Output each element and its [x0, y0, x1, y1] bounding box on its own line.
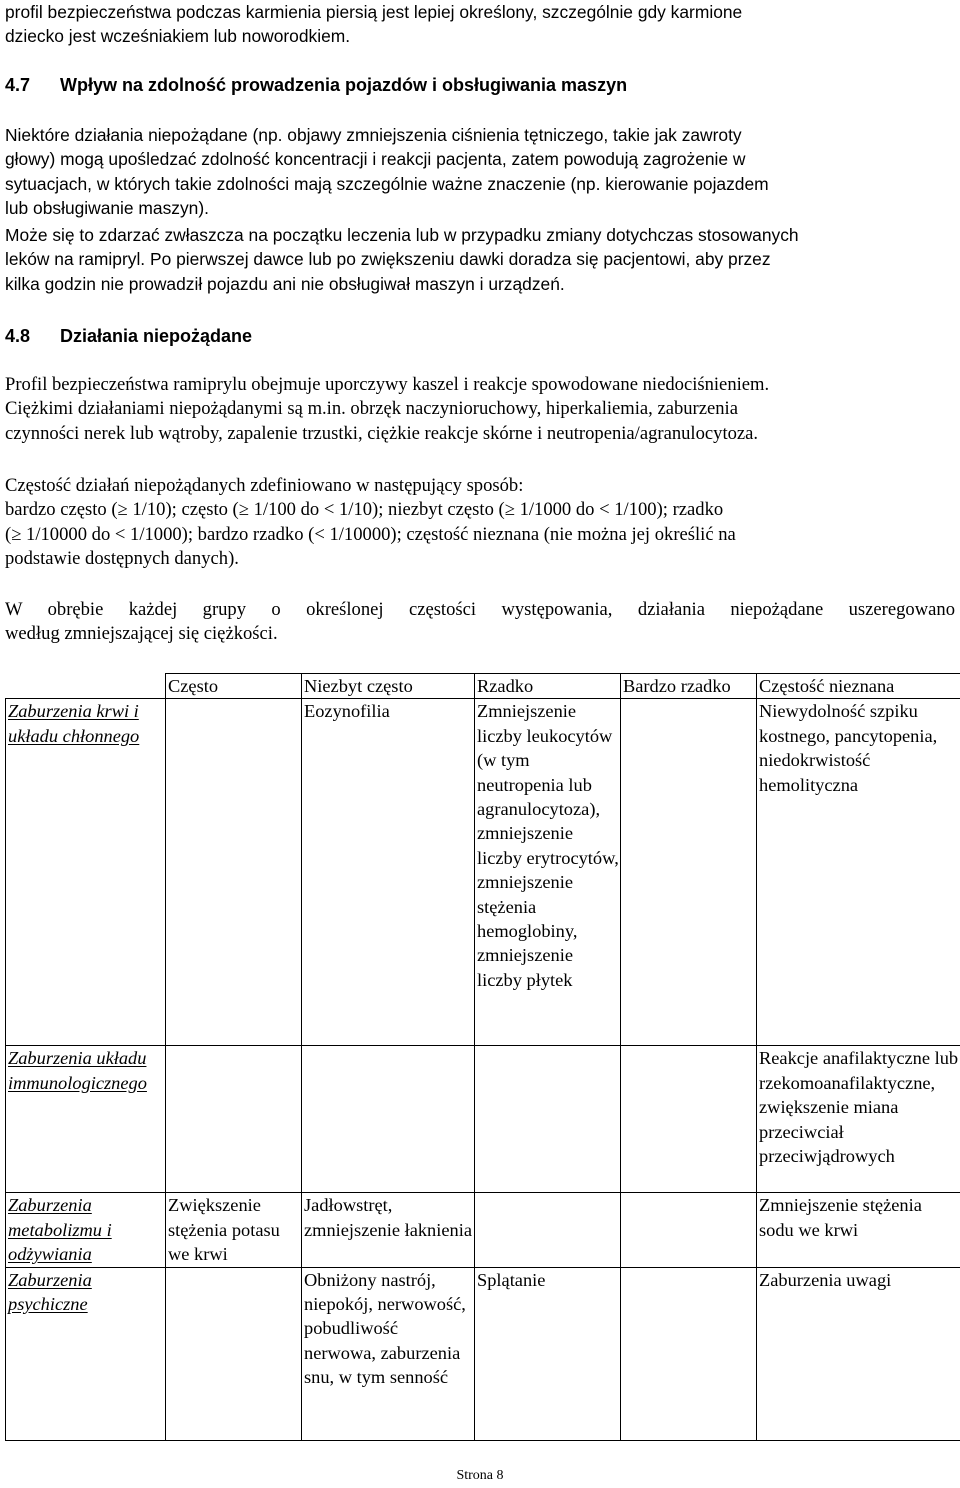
text-line: czynności nerek lub wątroby, zapalenie trzustki, ciężkie reakcje skórne i neutropenia/agranulocytoza. — [5, 422, 955, 446]
section-4-8-paragraph-1 — [5, 373, 955, 446]
text-line: profil bezpieczeństwa podczas karmienia piersią jest lepiej określony, szczególnie gdy karmione — [5, 0, 955, 24]
table-cell — [302, 1046, 475, 1193]
table-header-cell: Często — [166, 674, 302, 699]
table-row — [6, 1267, 960, 1440]
table-cell: Obniżony nastrój, niepokój, nerwowość, pobudliwość nerwowa, zaburzenia snu, w tym senność — [302, 1267, 475, 1440]
text-line: Profil bezpieczeństwa ramiprylu obejmuje uporczywy kaszel i reakcje spowodowane niedociśnieniem. — [5, 373, 955, 397]
section-4-7-paragraph-1 — [5, 123, 955, 221]
table-cell: Niewydolność szpiku kostnego, pancytopenia, niedokrwistość hemolityczna — [757, 699, 960, 1046]
table-cell — [621, 699, 757, 1046]
table-cell: Zaburzenia uwagi — [757, 1267, 960, 1440]
text-line: głowy) mogą upośledzać zdolność koncentracji i reakcji pacjenta, zatem powodują zagrożenie w — [5, 147, 955, 171]
text-line: według zmniejszającej się ciężkości. — [5, 622, 955, 646]
text-line: Może się to zdarzać zwłaszcza na początku leczenia lub w przypadku zmiany dotychczas stosowanych — [5, 223, 955, 247]
table-cell — [475, 1193, 621, 1267]
organ-class-cell: Zaburzenia krwi i układu chłonnego — [6, 699, 166, 1046]
table-header-cell — [6, 674, 166, 699]
section-title: Wpływ na zdolność prowadzenia pojazdów i obsługiwania maszyn — [60, 75, 627, 95]
table-cell: Splątanie — [475, 1267, 621, 1440]
section-4-8-frequency-definitions — [5, 474, 955, 572]
text-line: sytuacjach, w których takie zdolności mają szczególnie ważne znaczenie (np. kierowanie pojazdem — [5, 172, 955, 196]
table-header-cell: Bardzo rzadko — [621, 674, 757, 699]
text-line: Niektóre działania niepożądane (np. objawy zmniejszenia ciśnienia tętniczego, takie jak zawroty — [5, 123, 955, 147]
organ-class-cell: Zaburzenia układu immunologicznego — [6, 1046, 166, 1193]
adverse-effects-table — [5, 673, 960, 1441]
table-cell: Reakcje anafilaktyczne lub rzekomoanafilaktyczne, zwiększenie miana przeciwciał przeciwjądrowych — [757, 1046, 960, 1193]
text-line: podstawie dostępnych danych). — [5, 547, 955, 571]
table-header-cell: Niezbyt często — [302, 674, 475, 699]
text-line: (≥ 1/10000 do < 1/1000); bardzo rzadko (< 1/10000); częstość nieznana (nie można jej określić na — [5, 523, 955, 547]
organ-class-cell: Zaburzenia psychiczne — [6, 1267, 166, 1440]
section-number: 4.7 — [5, 73, 60, 97]
text-line: W obrębie każdej grupy o określonej częstości występowania, działania niepożądane uszeregowano — [5, 598, 955, 622]
table-cell: Zwiększenie stężenia potasu we krwi — [166, 1193, 302, 1267]
table-row — [6, 1046, 960, 1193]
section-number: 4.8 — [5, 324, 60, 348]
section-4-8-paragraph-3 — [5, 598, 955, 647]
table-header-row — [6, 674, 960, 699]
intro-paragraph — [5, 0, 955, 49]
table-cell — [621, 1046, 757, 1193]
text-line: Ciężkimi działaniami niepożądanymi są m.in. obrzęk naczynioruchowy, hiperkaliemia, zaburzenia — [5, 397, 955, 421]
table-row — [6, 1193, 960, 1267]
section-4-8-heading — [5, 324, 955, 348]
text-line: kilka godzin nie prowadził pojazdu ani nie obsługiwał maszyn i urządzeń. — [5, 272, 955, 296]
section-title: Działania niepożądane — [60, 326, 252, 346]
page-number-footer: Strona 8 — [0, 1464, 960, 1488]
table-cell: Eozynofilia — [302, 699, 475, 1046]
section-4-7-paragraph-2 — [5, 223, 955, 296]
table-cell — [166, 699, 302, 1046]
table-header-cell: Rzadko — [475, 674, 621, 699]
table-cell: Jadłowstręt, zmniejszenie łaknienia — [302, 1193, 475, 1267]
text-line: dziecko jest wcześniakiem lub noworodkiem. — [5, 24, 955, 48]
organ-class-cell: Zaburzenia metabolizmu i odżywiania — [6, 1193, 166, 1267]
text-line: Częstość działań niepożądanych zdefiniowano w następujący sposób: — [5, 474, 955, 498]
table-cell — [621, 1267, 757, 1440]
table-cell — [166, 1267, 302, 1440]
table-cell — [475, 1046, 621, 1193]
table-header-cell: Częstość nieznana — [757, 674, 960, 699]
text-line: leków na ramipryl. Po pierwszej dawce lub po zwiększeniu dawki doradza się pacjentowi, aby przez — [5, 247, 955, 271]
table-cell — [621, 1193, 757, 1267]
table-cell — [166, 1046, 302, 1193]
section-4-7-heading — [5, 73, 955, 97]
text-line: bardzo często (≥ 1/10); często (≥ 1/100 do < 1/10); niezbyt często (≥ 1/1000 do < 1/100); rzadko — [5, 498, 955, 522]
table-cell: Zmniejszenie stężenia sodu we krwi — [757, 1193, 960, 1267]
table-row — [6, 699, 960, 1046]
text-line: lub obsługiwanie maszyn). — [5, 196, 955, 220]
table-cell: Zmniejszenie liczby leukocytów (w tym neutropenia lub agranulocytoza), zmniejszenie liczby erytrocytów, zmniejszenie stężenia hemoglobiny, zmniejszenie liczby płytek — [475, 699, 621, 1046]
